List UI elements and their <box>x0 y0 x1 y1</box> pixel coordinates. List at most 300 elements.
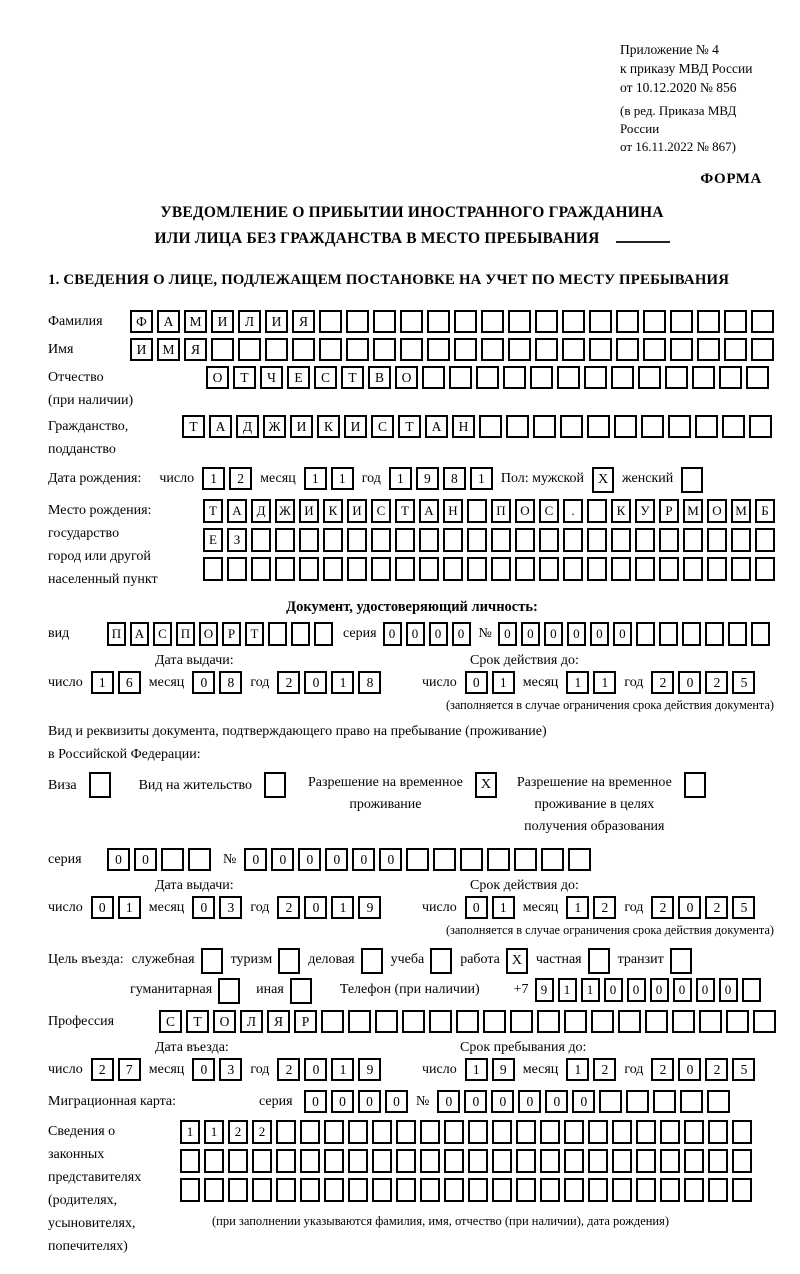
char-cell[interactable]: 0 <box>590 622 609 646</box>
char-cell[interactable] <box>503 366 526 389</box>
char-cell[interactable]: Т <box>186 1010 209 1033</box>
char-cell[interactable]: 2 <box>593 896 616 919</box>
char-cell[interactable]: 0 <box>572 1090 595 1113</box>
char-cell[interactable]: 9 <box>358 1058 381 1081</box>
char-cell[interactable] <box>635 557 655 581</box>
char-cell[interactable]: М <box>731 499 751 523</box>
char-cell[interactable]: 0 <box>429 622 448 646</box>
char-cell[interactable]: 3 <box>219 896 242 919</box>
char-cell[interactable] <box>456 1010 479 1033</box>
char-cell[interactable] <box>616 338 639 361</box>
char-cell[interactable]: 2 <box>705 896 728 919</box>
char-cell[interactable] <box>427 338 450 361</box>
char-cell[interactable] <box>506 415 529 438</box>
char-cell[interactable]: 1 <box>331 896 354 919</box>
char-cell[interactable]: 1 <box>566 671 589 694</box>
char-cell[interactable]: 1 <box>331 467 354 490</box>
char-cell[interactable] <box>449 366 472 389</box>
temp-permit-checkbox[interactable]: X <box>475 772 497 798</box>
char-cell[interactable]: Б <box>755 499 775 523</box>
char-cell[interactable] <box>660 1178 680 1202</box>
char-cell[interactable] <box>645 1010 668 1033</box>
char-cell[interactable] <box>540 1149 560 1173</box>
char-cell[interactable] <box>653 1090 676 1113</box>
char-cell[interactable]: 0 <box>192 671 215 694</box>
char-cell[interactable]: Д <box>236 415 259 438</box>
char-cell[interactable]: Р <box>659 499 679 523</box>
char-cell[interactable] <box>400 310 423 333</box>
char-cell[interactable]: 1 <box>389 467 412 490</box>
char-cell[interactable] <box>692 366 715 389</box>
char-cell[interactable] <box>492 1178 512 1202</box>
char-cell[interactable]: М <box>184 310 207 333</box>
sex-male-checkbox[interactable]: X <box>592 467 614 493</box>
char-cell[interactable]: Л <box>238 310 261 333</box>
char-cell[interactable] <box>481 310 504 333</box>
char-cell[interactable]: 2 <box>229 467 252 490</box>
char-cell[interactable] <box>683 528 703 552</box>
char-cell[interactable] <box>468 1149 488 1173</box>
char-cell[interactable]: 1 <box>465 1058 488 1081</box>
char-cell[interactable]: И <box>290 415 313 438</box>
char-cell[interactable] <box>568 848 591 871</box>
char-cell[interactable] <box>276 1178 296 1202</box>
char-cell[interactable]: И <box>211 310 234 333</box>
char-cell[interactable]: 0 <box>271 848 294 871</box>
char-cell[interactable] <box>516 1149 536 1173</box>
char-cell[interactable] <box>643 338 666 361</box>
char-cell[interactable] <box>742 978 761 1002</box>
char-cell[interactable] <box>395 557 415 581</box>
char-cell[interactable]: Р <box>294 1010 317 1033</box>
char-cell[interactable] <box>589 338 612 361</box>
char-cell[interactable]: Я <box>184 338 207 361</box>
char-cell[interactable] <box>665 366 688 389</box>
char-cell[interactable]: А <box>157 310 180 333</box>
char-cell[interactable] <box>373 310 396 333</box>
char-cell[interactable]: 1 <box>492 671 515 694</box>
char-cell[interactable]: И <box>265 310 288 333</box>
char-cell[interactable]: А <box>227 499 247 523</box>
char-cell[interactable]: О <box>199 622 218 646</box>
char-cell[interactable] <box>699 1010 722 1033</box>
char-cell[interactable]: 0 <box>352 848 375 871</box>
char-cell[interactable] <box>444 1120 464 1144</box>
char-cell[interactable]: 2 <box>277 896 300 919</box>
sex-female-checkbox[interactable] <box>681 467 703 493</box>
char-cell[interactable] <box>276 1120 296 1144</box>
char-cell[interactable] <box>557 366 580 389</box>
char-cell[interactable]: 0 <box>406 622 425 646</box>
char-cell[interactable] <box>180 1149 200 1173</box>
char-cell[interactable] <box>612 1178 632 1202</box>
char-cell[interactable] <box>659 528 679 552</box>
char-cell[interactable]: С <box>371 499 391 523</box>
char-cell[interactable]: 0 <box>244 848 267 871</box>
char-cell[interactable] <box>406 848 429 871</box>
char-cell[interactable]: 0 <box>544 622 563 646</box>
char-cell[interactable]: 2 <box>651 1058 674 1081</box>
char-cell[interactable] <box>612 1120 632 1144</box>
char-cell[interactable]: 2 <box>277 1058 300 1081</box>
char-cell[interactable] <box>537 1010 560 1033</box>
char-cell[interactable]: К <box>323 499 343 523</box>
char-cell[interactable]: 0 <box>379 848 402 871</box>
char-cell[interactable] <box>636 1120 656 1144</box>
char-cell[interactable] <box>616 310 639 333</box>
char-cell[interactable] <box>323 557 343 581</box>
char-cell[interactable] <box>492 1149 512 1173</box>
char-cell[interactable] <box>483 1010 506 1033</box>
char-cell[interactable] <box>422 366 445 389</box>
char-cell[interactable]: С <box>159 1010 182 1033</box>
char-cell[interactable] <box>591 1010 614 1033</box>
char-cell[interactable]: 0 <box>518 1090 541 1113</box>
char-cell[interactable] <box>319 310 342 333</box>
char-cell[interactable]: 0 <box>304 896 327 919</box>
char-cell[interactable] <box>420 1149 440 1173</box>
char-cell[interactable]: 1 <box>470 467 493 490</box>
char-cell[interactable]: Ч <box>260 366 283 389</box>
char-cell[interactable]: И <box>130 338 153 361</box>
char-cell[interactable] <box>751 310 774 333</box>
char-cell[interactable] <box>732 1149 752 1173</box>
char-cell[interactable] <box>659 557 679 581</box>
char-cell[interactable]: С <box>153 622 172 646</box>
char-cell[interactable]: 0 <box>437 1090 460 1113</box>
char-cell[interactable]: 2 <box>252 1120 272 1144</box>
char-cell[interactable]: 5 <box>732 1058 755 1081</box>
char-cell[interactable]: И <box>299 499 319 523</box>
char-cell[interactable]: 1 <box>304 467 327 490</box>
char-cell[interactable]: О <box>206 366 229 389</box>
char-cell[interactable] <box>188 848 211 871</box>
purpose-humanitarian-checkbox[interactable] <box>218 978 240 1004</box>
char-cell[interactable]: С <box>539 499 559 523</box>
char-cell[interactable]: О <box>213 1010 236 1033</box>
char-cell[interactable]: Т <box>233 366 256 389</box>
char-cell[interactable] <box>516 1178 536 1202</box>
char-cell[interactable] <box>618 1010 641 1033</box>
char-cell[interactable] <box>396 1120 416 1144</box>
char-cell[interactable]: Т <box>341 366 364 389</box>
purpose-tourism-checkbox[interactable] <box>278 948 300 974</box>
char-cell[interactable] <box>612 1149 632 1173</box>
char-cell[interactable] <box>587 557 607 581</box>
char-cell[interactable] <box>684 1120 704 1144</box>
char-cell[interactable]: Е <box>203 528 223 552</box>
char-cell[interactable] <box>539 557 559 581</box>
char-cell[interactable] <box>443 528 463 552</box>
char-cell[interactable] <box>510 1010 533 1033</box>
char-cell[interactable]: 1 <box>593 671 616 694</box>
char-cell[interactable] <box>753 1010 776 1033</box>
char-cell[interactable]: А <box>425 415 448 438</box>
char-cell[interactable] <box>684 1178 704 1202</box>
char-cell[interactable]: П <box>491 499 511 523</box>
char-cell[interactable]: 0 <box>304 1058 327 1081</box>
char-cell[interactable]: К <box>317 415 340 438</box>
char-cell[interactable]: Т <box>182 415 205 438</box>
char-cell[interactable] <box>487 848 510 871</box>
char-cell[interactable]: 0 <box>452 622 471 646</box>
char-cell[interactable] <box>491 528 511 552</box>
char-cell[interactable]: М <box>683 499 703 523</box>
char-cell[interactable] <box>203 557 223 581</box>
char-cell[interactable] <box>420 1178 440 1202</box>
edu-permit-checkbox[interactable] <box>684 772 706 798</box>
char-cell[interactable] <box>467 528 487 552</box>
char-cell[interactable] <box>300 1120 320 1144</box>
char-cell[interactable]: 1 <box>581 978 600 1002</box>
char-cell[interactable] <box>636 622 655 646</box>
char-cell[interactable] <box>314 622 333 646</box>
char-cell[interactable]: 0 <box>673 978 692 1002</box>
char-cell[interactable] <box>372 1178 392 1202</box>
char-cell[interactable]: У <box>635 499 655 523</box>
char-cell[interactable] <box>564 1010 587 1033</box>
char-cell[interactable] <box>227 557 247 581</box>
char-cell[interactable]: 1 <box>566 896 589 919</box>
char-cell[interactable]: Я <box>267 1010 290 1033</box>
char-cell[interactable] <box>732 1178 752 1202</box>
char-cell[interactable] <box>707 1090 730 1113</box>
char-cell[interactable] <box>587 499 607 523</box>
char-cell[interactable]: 1 <box>331 671 354 694</box>
char-cell[interactable] <box>400 338 423 361</box>
char-cell[interactable]: 0 <box>678 896 701 919</box>
char-cell[interactable]: 9 <box>492 1058 515 1081</box>
char-cell[interactable] <box>491 557 511 581</box>
char-cell[interactable]: 0 <box>545 1090 568 1113</box>
char-cell[interactable] <box>541 848 564 871</box>
char-cell[interactable] <box>419 557 439 581</box>
char-cell[interactable] <box>695 415 718 438</box>
char-cell[interactable] <box>670 310 693 333</box>
char-cell[interactable] <box>420 1120 440 1144</box>
char-cell[interactable]: Я <box>292 310 315 333</box>
char-cell[interactable] <box>535 338 558 361</box>
char-cell[interactable]: Н <box>452 415 475 438</box>
char-cell[interactable] <box>708 1178 728 1202</box>
char-cell[interactable] <box>540 1178 560 1202</box>
char-cell[interactable]: З <box>227 528 247 552</box>
char-cell[interactable] <box>323 528 343 552</box>
char-cell[interactable] <box>611 528 631 552</box>
char-cell[interactable] <box>299 528 319 552</box>
char-cell[interactable] <box>724 310 747 333</box>
char-cell[interactable] <box>228 1178 248 1202</box>
char-cell[interactable] <box>588 1120 608 1144</box>
char-cell[interactable]: 9 <box>535 978 554 1002</box>
char-cell[interactable] <box>348 1120 368 1144</box>
char-cell[interactable] <box>252 1178 272 1202</box>
char-cell[interactable]: 0 <box>91 896 114 919</box>
char-cell[interactable] <box>641 415 664 438</box>
char-cell[interactable] <box>611 557 631 581</box>
char-cell[interactable]: К <box>611 499 631 523</box>
char-cell[interactable]: 0 <box>696 978 715 1002</box>
char-cell[interactable] <box>697 310 720 333</box>
char-cell[interactable]: 2 <box>651 896 674 919</box>
char-cell[interactable]: 1 <box>202 467 225 490</box>
char-cell[interactable] <box>402 1010 425 1033</box>
char-cell[interactable] <box>636 1178 656 1202</box>
char-cell[interactable] <box>539 528 559 552</box>
char-cell[interactable] <box>492 1120 512 1144</box>
char-cell[interactable] <box>564 1178 584 1202</box>
char-cell[interactable] <box>668 415 691 438</box>
char-cell[interactable]: 0 <box>678 1058 701 1081</box>
char-cell[interactable] <box>515 557 535 581</box>
char-cell[interactable] <box>672 1010 695 1033</box>
char-cell[interactable]: 0 <box>385 1090 408 1113</box>
char-cell[interactable]: 5 <box>732 896 755 919</box>
char-cell[interactable]: 8 <box>443 467 466 490</box>
char-cell[interactable] <box>419 528 439 552</box>
char-cell[interactable] <box>562 310 585 333</box>
char-cell[interactable] <box>427 310 450 333</box>
char-cell[interactable] <box>324 1178 344 1202</box>
char-cell[interactable]: Е <box>287 366 310 389</box>
char-cell[interactable] <box>396 1178 416 1202</box>
char-cell[interactable]: М <box>157 338 180 361</box>
purpose-private-checkbox[interactable] <box>588 948 610 974</box>
char-cell[interactable] <box>276 1149 296 1173</box>
char-cell[interactable]: 2 <box>91 1058 114 1081</box>
char-cell[interactable] <box>479 415 502 438</box>
char-cell[interactable]: И <box>347 499 367 523</box>
char-cell[interactable] <box>444 1149 464 1173</box>
char-cell[interactable]: 0 <box>613 622 632 646</box>
char-cell[interactable] <box>347 528 367 552</box>
char-cell[interactable] <box>433 848 456 871</box>
char-cell[interactable]: В <box>368 366 391 389</box>
char-cell[interactable]: 8 <box>219 671 242 694</box>
char-cell[interactable]: Н <box>443 499 463 523</box>
char-cell[interactable]: 7 <box>118 1058 141 1081</box>
char-cell[interactable] <box>626 1090 649 1113</box>
char-cell[interactable] <box>751 622 770 646</box>
char-cell[interactable] <box>533 415 556 438</box>
char-cell[interactable] <box>755 557 775 581</box>
char-cell[interactable]: 0 <box>304 1090 327 1113</box>
char-cell[interactable]: 0 <box>107 848 130 871</box>
char-cell[interactable]: 0 <box>358 1090 381 1113</box>
char-cell[interactable] <box>211 338 234 361</box>
char-cell[interactable] <box>346 310 369 333</box>
char-cell[interactable] <box>292 338 315 361</box>
char-cell[interactable] <box>562 338 585 361</box>
char-cell[interactable]: 1 <box>558 978 577 1002</box>
char-cell[interactable]: А <box>419 499 439 523</box>
char-cell[interactable]: О <box>515 499 535 523</box>
char-cell[interactable] <box>614 415 637 438</box>
char-cell[interactable]: 6 <box>118 671 141 694</box>
char-cell[interactable] <box>680 1090 703 1113</box>
char-cell[interactable] <box>589 310 612 333</box>
char-cell[interactable]: И <box>344 415 367 438</box>
char-cell[interactable] <box>371 528 391 552</box>
char-cell[interactable]: О <box>707 499 727 523</box>
char-cell[interactable] <box>560 415 583 438</box>
char-cell[interactable] <box>587 415 610 438</box>
char-cell[interactable] <box>372 1120 392 1144</box>
char-cell[interactable]: 0 <box>465 671 488 694</box>
char-cell[interactable] <box>708 1149 728 1173</box>
char-cell[interactable] <box>321 1010 344 1033</box>
char-cell[interactable]: Ф <box>130 310 153 333</box>
char-cell[interactable] <box>346 338 369 361</box>
char-cell[interactable]: 0 <box>678 671 701 694</box>
char-cell[interactable] <box>728 622 747 646</box>
char-cell[interactable]: 0 <box>383 622 402 646</box>
char-cell[interactable] <box>180 1178 200 1202</box>
char-cell[interactable] <box>375 1010 398 1033</box>
char-cell[interactable]: 3 <box>219 1058 242 1081</box>
char-cell[interactable] <box>516 1120 536 1144</box>
char-cell[interactable] <box>371 557 391 581</box>
char-cell[interactable] <box>467 499 487 523</box>
char-cell[interactable]: 1 <box>91 671 114 694</box>
char-cell[interactable]: 0 <box>464 1090 487 1113</box>
char-cell[interactable]: 2 <box>705 671 728 694</box>
char-cell[interactable] <box>238 338 261 361</box>
char-cell[interactable] <box>161 848 184 871</box>
char-cell[interactable] <box>636 1149 656 1173</box>
visa-checkbox[interactable] <box>89 772 111 798</box>
char-cell[interactable] <box>707 528 727 552</box>
char-cell[interactable] <box>454 338 477 361</box>
char-cell[interactable] <box>265 338 288 361</box>
char-cell[interactable]: Д <box>251 499 271 523</box>
char-cell[interactable] <box>429 1010 452 1033</box>
char-cell[interactable]: Р <box>222 622 241 646</box>
char-cell[interactable]: О <box>395 366 418 389</box>
char-cell[interactable]: 1 <box>204 1120 224 1144</box>
char-cell[interactable] <box>722 415 745 438</box>
char-cell[interactable] <box>299 557 319 581</box>
char-cell[interactable]: 0 <box>331 1090 354 1113</box>
char-cell[interactable]: 0 <box>498 622 517 646</box>
char-cell[interactable] <box>732 1120 752 1144</box>
char-cell[interactable]: 1 <box>118 896 141 919</box>
char-cell[interactable] <box>204 1149 224 1173</box>
char-cell[interactable]: Л <box>240 1010 263 1033</box>
char-cell[interactable]: . <box>563 499 583 523</box>
char-cell[interactable] <box>660 1149 680 1173</box>
char-cell[interactable]: 1 <box>180 1120 200 1144</box>
char-cell[interactable] <box>515 528 535 552</box>
char-cell[interactable] <box>372 1149 392 1173</box>
char-cell[interactable]: 0 <box>192 896 215 919</box>
char-cell[interactable] <box>659 622 678 646</box>
char-cell[interactable]: 0 <box>491 1090 514 1113</box>
char-cell[interactable] <box>348 1149 368 1173</box>
char-cell[interactable] <box>468 1178 488 1202</box>
char-cell[interactable]: 2 <box>593 1058 616 1081</box>
char-cell[interactable] <box>319 338 342 361</box>
char-cell[interactable] <box>324 1120 344 1144</box>
char-cell[interactable] <box>275 528 295 552</box>
purpose-other-checkbox[interactable] <box>290 978 312 1004</box>
char-cell[interactable] <box>454 310 477 333</box>
char-cell[interactable] <box>204 1178 224 1202</box>
char-cell[interactable] <box>564 1149 584 1173</box>
char-cell[interactable] <box>396 1149 416 1173</box>
char-cell[interactable]: 1 <box>331 1058 354 1081</box>
char-cell[interactable]: 0 <box>627 978 646 1002</box>
